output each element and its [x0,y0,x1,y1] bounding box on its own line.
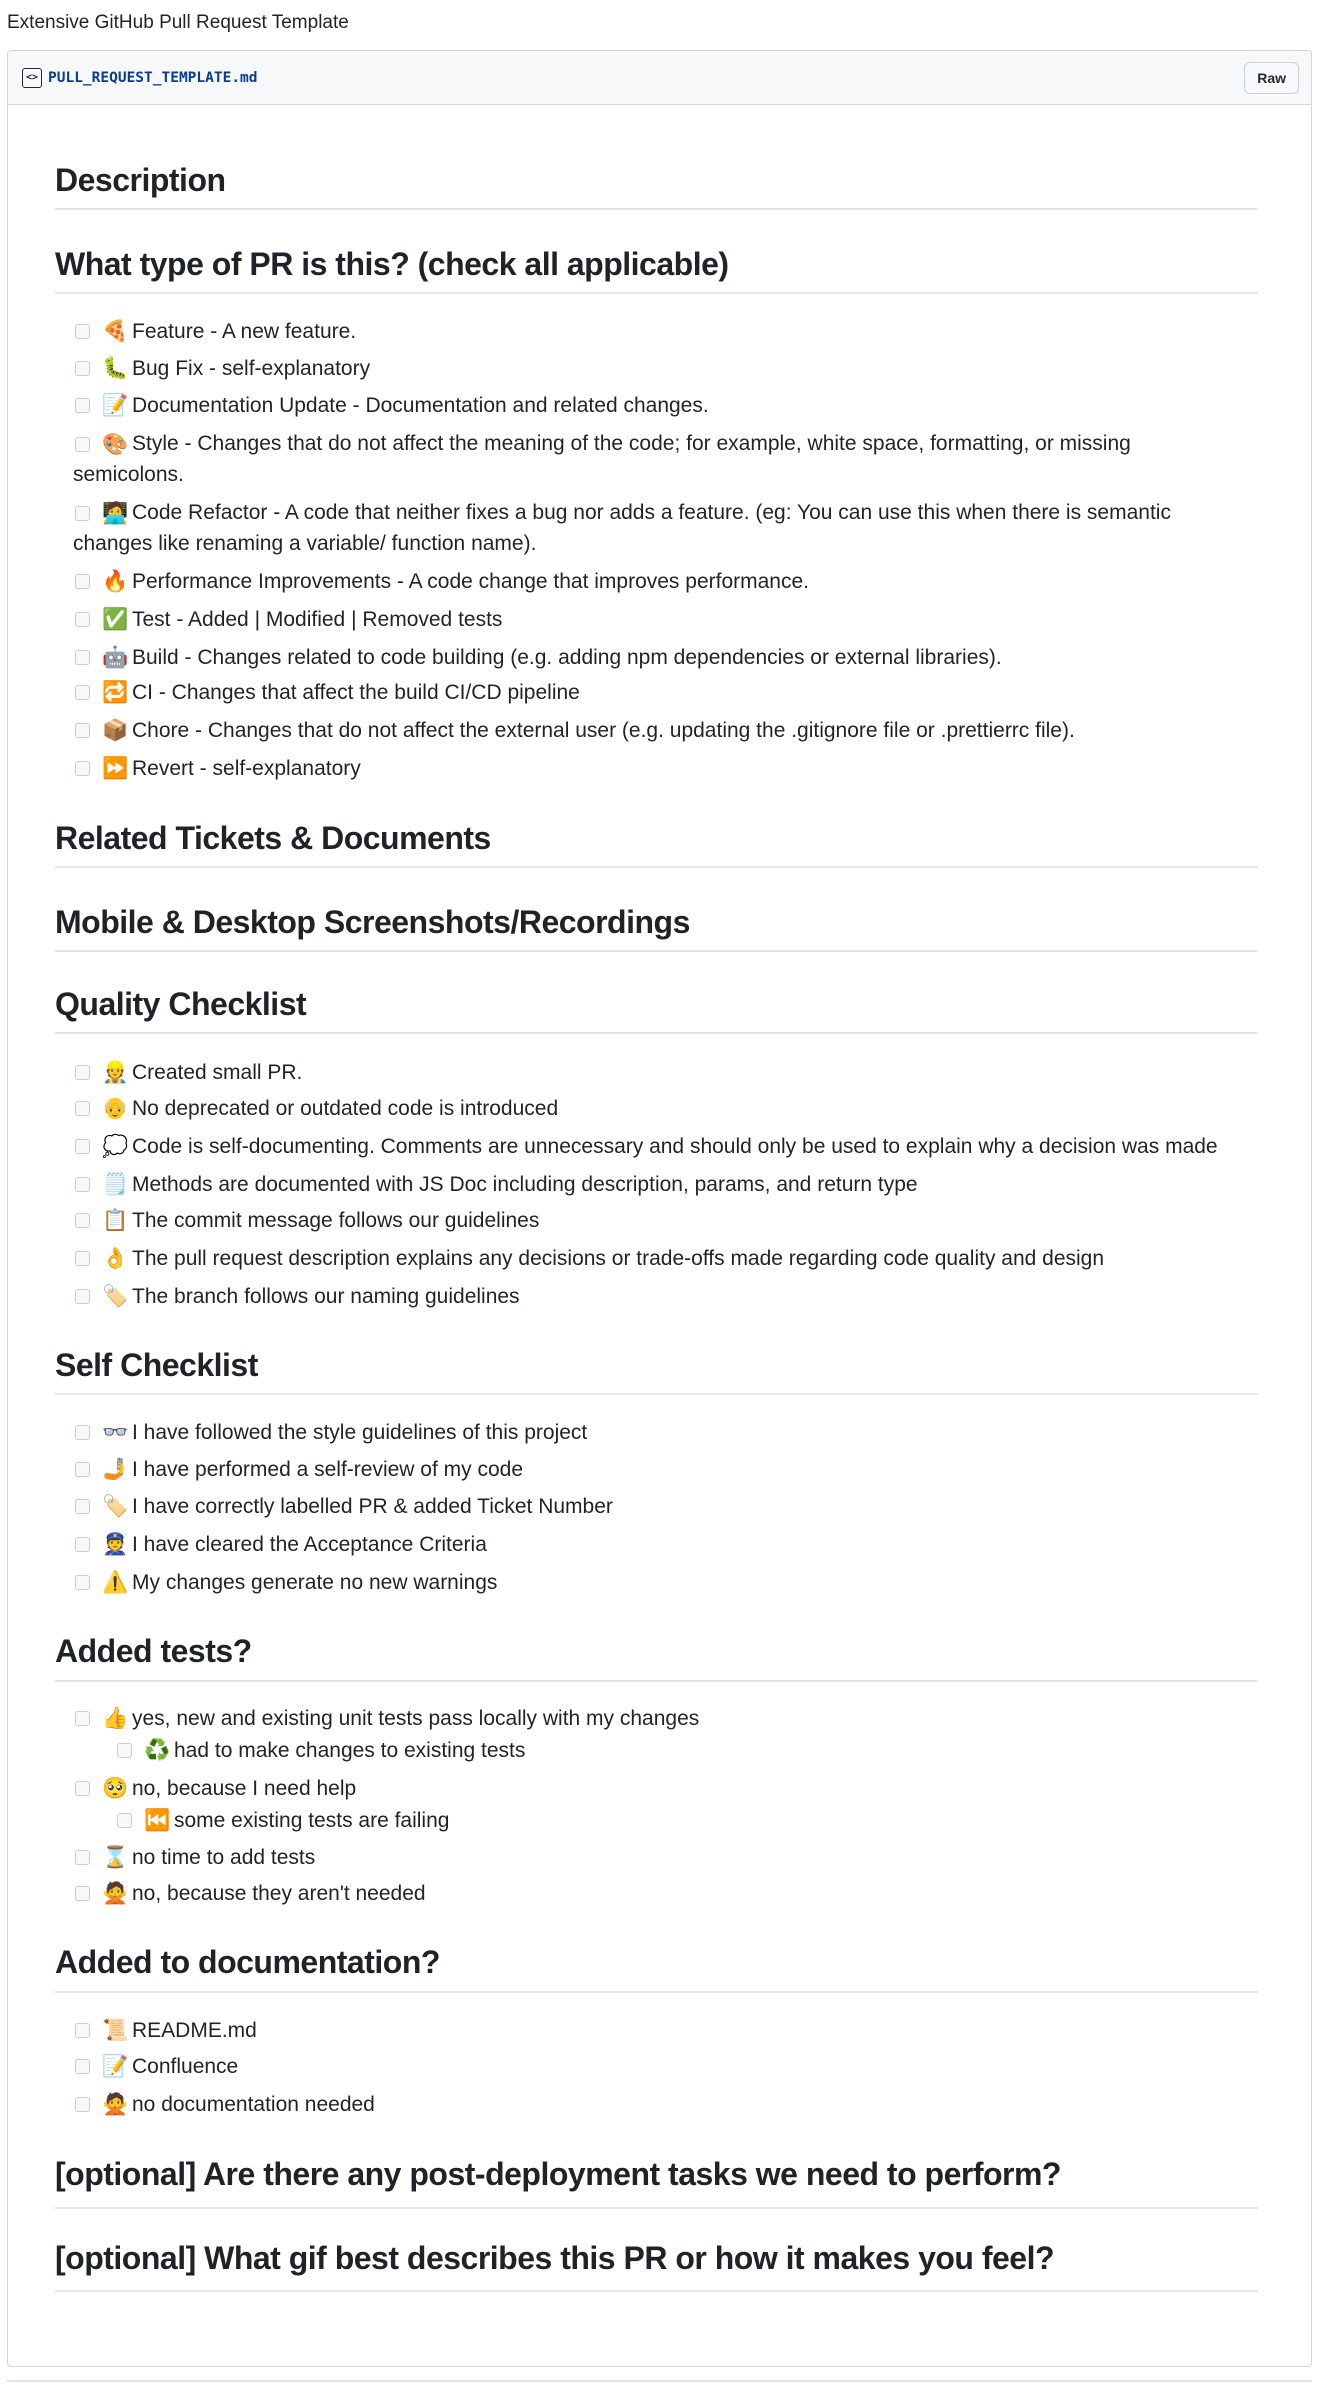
heading-rule [55,866,1258,868]
police-officer-icon: 👮 [102,1532,129,1556]
checkbox[interactable] [75,1499,90,1514]
list-item: 👴 No deprecated or outdated code is introduced [55,1093,558,1124]
hourglass-icon: ⌛ [102,1845,129,1869]
checkbox[interactable] [75,761,90,776]
list-item: 🗒️ Methods are documented with JS Doc including description, params, and return type [55,1169,918,1200]
checkbox[interactable] [75,506,90,521]
heading-pr-type: What type of PR is this? (check all applicable) [55,246,729,282]
recycle-icon: ♻️ [144,1738,171,1762]
heading-rule [55,2207,1258,2209]
list-item: 🧑‍💻 Code Refactor - A code that neither fixes a bug nor adds a feature. (eg: You can use this when there is semantic changes like renaming a variable/ function name). [73,500,1171,555]
file-name-link[interactable]: PULL_REQUEST_TEMPLATE.md [48,69,258,86]
list-item: 👌 The pull request description explains any decisions or trade-offs made regarding code quality and design [55,1243,1104,1274]
list-item: 📝 Documentation Update - Documentation and related changes. [55,390,709,421]
divider [7,2380,1312,2382]
list-item: 🏷️ I have correctly labelled PR & added Ticket Number [55,1491,613,1522]
raw-button[interactable]: Raw [1244,62,1299,94]
check-mark-icon: ✅ [102,607,129,631]
bug-icon: 🐛 [102,356,129,380]
construction-worker-icon: 👷 [102,1060,129,1084]
checkbox[interactable] [75,1886,90,1901]
checkbox[interactable] [75,1850,90,1865]
checkbox[interactable] [75,2059,90,2074]
heading-added-tests: Added tests? [55,1633,252,1669]
checkbox[interactable] [75,2023,90,2038]
list-item: 📋 The commit message follows our guidelines [55,1205,539,1236]
heading-rule [55,2290,1258,2292]
robot-icon: 🤖 [102,645,129,669]
heading-screenshots: Mobile & Desktop Screenshots/Recordings [55,904,690,940]
checkbox[interactable] [75,1065,90,1080]
sub-list-item: ⏮️ some existing tests are failing [97,1805,449,1836]
heading-post-deployment: [optional] Are there any post-deployment tasks we need to perform? [55,2156,1061,2192]
fire-icon: 🔥 [102,569,129,593]
scroll-icon: 📜 [102,2018,129,2042]
checkbox[interactable] [75,1711,90,1726]
sub-list-item: ♻️ had to make changes to existing tests [97,1735,525,1766]
list-item: ⚠️ My changes generate no new warnings [55,1567,497,1598]
repeat-icon: 🔁 [102,680,129,704]
pizza-icon: 🍕 [102,319,129,343]
heading-rule [55,208,1258,210]
label-icon: 🏷️ [102,1284,129,1308]
heading-rule [55,292,1258,294]
list-item: 🐛 Bug Fix - self-explanatory [55,353,370,384]
warning-icon: ⚠️ [102,1570,129,1594]
file-header [8,51,1311,105]
list-item: 🏷️ The branch follows our naming guidelines [55,1281,520,1312]
thought-balloon-icon: 💭 [102,1134,129,1158]
heading-quality-checklist: Quality Checklist [55,986,307,1022]
label-icon: 🏷️ [102,1494,129,1518]
heading-gif: [optional] What gif best describes this PR or how it makes you feel? [55,2240,1055,2276]
list-item: 🙅 no documentation needed [55,2089,375,2120]
checkbox[interactable] [75,361,90,376]
heading-rule [55,1032,1258,1034]
selfie-icon: 🤳 [102,1457,129,1481]
palette-icon: 🎨 [102,431,129,456]
list-item: 📜 README.md [55,2015,257,2046]
list-item: ⏩ Revert - self-explanatory [55,753,361,784]
previous-track-icon: ⏮️ [144,1808,171,1832]
technologist-icon: 🧑‍💻 [102,500,129,525]
checkbox[interactable] [75,437,90,452]
list-item: 🎨 Style - Changes that do not affect the meaning of the code; for example, white space, formatting, or missing semicolons. [73,431,1131,486]
checkbox[interactable] [75,2097,90,2112]
list-item: 👍 yes, new and existing unit tests pass locally with my changes [55,1703,699,1734]
package-icon: 📦 [102,718,129,742]
checkbox[interactable] [75,1425,90,1440]
list-item: 🙅 no, because they aren't needed [55,1878,426,1909]
checkbox[interactable] [75,1177,90,1192]
old-man-icon: 👴 [102,1096,129,1120]
list-item: 📝 Confluence [55,2051,238,2082]
list-item: 👓 I have followed the style guidelines of this project [55,1417,587,1448]
list-item: ⌛ no time to add tests [55,1842,315,1873]
heading-rule [55,1991,1258,1993]
checkbox[interactable] [75,1213,90,1228]
heading-rule [55,1680,1258,1682]
heading-added-docs: Added to documentation? [55,1944,440,1980]
memo-icon: 📝 [102,2054,129,2078]
list-item: 🍕 Feature - A new feature. [55,316,356,347]
checkbox[interactable] [117,1813,132,1828]
list-item: 🤳 I have performed a self-review of my code [55,1454,523,1485]
heading-description: Description [55,162,226,198]
clipboard-icon: 📋 [102,1208,129,1232]
checkbox[interactable] [75,1781,90,1796]
checkbox[interactable] [75,1251,90,1266]
checkbox[interactable] [75,324,90,339]
heading-rule [55,1393,1258,1395]
heading-rule [55,950,1258,952]
list-item: 🥺 no, because I need help [55,1773,356,1804]
list-item: 🔁 CI - Changes that affect the build CI/CD pipeline [55,677,580,708]
checkbox[interactable] [75,650,90,665]
heading-self-checklist: Self Checklist [55,1347,258,1383]
pleading-face-icon: 🥺 [102,1776,129,1800]
list-item: 💭 Code is self-documenting. Comments are unnecessary and should only be used to explain why a decision was made [55,1131,1218,1162]
code-file-icon: <> [22,68,42,88]
list-item: 👮 I have cleared the Acceptance Criteria [55,1529,487,1560]
notepad-icon: 🗒️ [102,1172,129,1196]
heading-related-tickets: Related Tickets & Documents [55,820,491,856]
fast-forward-icon: ⏩ [102,756,129,780]
checkbox[interactable] [75,1537,90,1552]
list-item: 👷 Created small PR. [55,1057,302,1088]
checkbox[interactable] [75,685,90,700]
no-gesture-icon: 🙅 [102,2092,129,2116]
checkbox[interactable] [75,574,90,589]
page-title: Extensive GitHub Pull Request Template [7,12,349,33]
checkbox[interactable] [75,1139,90,1154]
checkbox[interactable] [75,612,90,627]
list-item: ✅ Test - Added | Modified | Removed tests [55,604,502,635]
checkbox[interactable] [75,1289,90,1304]
checkbox[interactable] [75,398,90,413]
list-item: 📦 Chore - Changes that do not affect the external user (e.g. updating the .gitignore file or .prettierrc file). [55,715,1075,746]
list-item: 🤖 Build - Changes related to code building (e.g. adding npm dependencies or external libraries). [55,642,1002,673]
checkbox[interactable] [117,1743,132,1758]
ok-hand-icon: 👌 [102,1246,129,1270]
thumbs-up-icon: 👍 [102,1706,129,1730]
checkbox[interactable] [75,723,90,738]
list-item: 🔥 Performance Improvements - A code change that improves performance. [55,566,809,597]
no-gesture-icon: 🙅 [102,1881,129,1905]
glasses-icon: 👓 [102,1420,129,1444]
memo-icon: 📝 [102,393,129,417]
checkbox[interactable] [75,1575,90,1590]
checkbox[interactable] [75,1462,90,1477]
checkbox[interactable] [75,1101,90,1116]
